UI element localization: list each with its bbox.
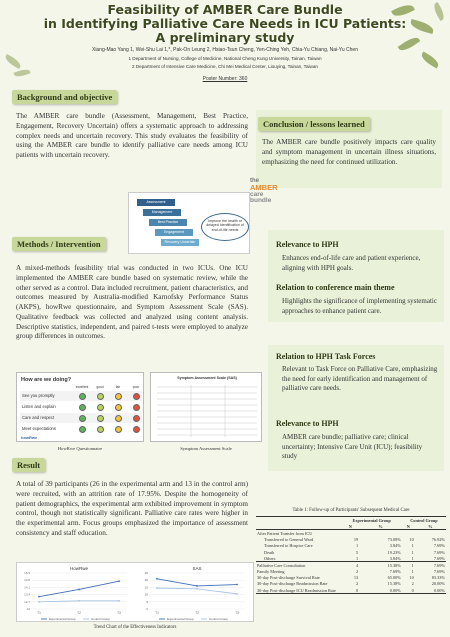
table-cell: 1 <box>355 555 359 561</box>
howrwe-column-label: fair <box>115 385 121 389</box>
smiley-face-icon[interactable] <box>133 415 140 422</box>
result-text: A total of 39 participants (26 in the experimental arm and 13 in the control arm) were recruited, with an attrition rate of 17.95%. Despite the homogeneity of patient demographics, the experimental arm exhibited improvement in symptom control, though not statistically significant. Palliative care rates were higher in the experimental arm. Focus groups emphasized the importance of assessment consistency and staff education. <box>16 480 248 537</box>
table-cell <box>402 530 415 537</box>
poster-number: Poster Number: 360 <box>202 76 248 82</box>
table-cell: 10 <box>409 575 414 581</box>
x-tick-label: T2 <box>77 611 81 615</box>
table-cell: 3.84% <box>389 543 401 549</box>
table-subheader: % <box>428 523 433 529</box>
table-cell: 73.08% <box>387 537 401 543</box>
table-cell: 1 <box>411 549 414 555</box>
y-tick-label: 14.8 <box>24 578 30 583</box>
trend-chart-frame <box>16 562 254 622</box>
amber-logo-the: the <box>250 178 259 184</box>
table-group-control: Control Group <box>410 517 438 523</box>
howrwe-row <box>20 413 142 423</box>
table-cell <box>342 530 360 537</box>
table-row-label: 30-day Post-discharge ICU Readmission Rate <box>257 587 336 593</box>
table-cell: 1 <box>355 543 359 549</box>
relevance-heading-1: Relevance to HPH <box>276 240 339 249</box>
table-cell: 4 <box>355 562 359 568</box>
smiley-face-icon[interactable] <box>97 404 104 411</box>
followup-table <box>256 516 446 594</box>
poster-title-line2: in Identifying Palliative Care Needs in ICU Patients: <box>43 16 407 31</box>
y-tick-label: 14.1 <box>24 585 30 590</box>
table-cell: 83.33% <box>431 575 445 581</box>
diagram-step: Management <box>143 209 181 216</box>
y-tick-label: 0 <box>146 607 148 611</box>
y-tick-label: 13.4 <box>24 592 30 597</box>
table-cell: 7.69% <box>433 555 445 561</box>
smiley-face-icon[interactable] <box>97 426 104 433</box>
table-cell: 20.00% <box>431 581 445 587</box>
data-point <box>196 588 198 590</box>
diagram-step: Engagement <box>155 229 193 236</box>
table-row <box>256 587 446 594</box>
data-point <box>196 585 198 587</box>
table-cell: 1 <box>411 569 414 575</box>
data-point <box>156 587 158 589</box>
table-cell: 3.84% <box>389 555 401 561</box>
table-cell <box>415 530 446 537</box>
background-heading: Background and objective <box>12 90 117 104</box>
table-cell: 2 <box>355 569 359 575</box>
howrwe-column-label: good <box>96 385 104 389</box>
amber-logo-care: care <box>250 190 264 198</box>
table-row-label: Others <box>264 555 276 561</box>
smiley-face-icon[interactable] <box>133 404 140 411</box>
x-tick-label: T1 <box>155 611 159 615</box>
diagram-step: Recovery Uncertain <box>161 239 199 246</box>
smiley-face-icon[interactable] <box>79 393 86 400</box>
table-row <box>256 555 446 562</box>
table-row-label: Transferred to Hospice Care <box>264 543 313 549</box>
howrwe-column-label: excellent <box>75 385 89 389</box>
relevance-heading-4: Relevance to HPH <box>276 419 339 428</box>
table-caption: Table 1: Follow-up of Participants' Subsequent Medical Care <box>292 508 410 513</box>
legend-label: Control Group <box>209 617 228 622</box>
howrwe-row-label: Listen and explain <box>22 404 56 409</box>
y-tick-label: 15 <box>144 585 148 590</box>
x-tick-label: T1 <box>37 611 41 615</box>
methods-text: A mixed-methods feasibility trial was conducted in two ICUs. One ICU implemented the AMBER care bundle based on systematic review, while the other served as a control. Data included recruitment, patient characteristics, and outcomes measured by Australia-modified Karnofsky Performance Status (AKPS), howRwe questionnaire, and Symptom Assessment Scale (SAS). Qualitative feedback was collected and analyzed using content analysis. Descriptive statistics, independent, and paired t-tests were employed to analyze group differences in outcomes. <box>16 264 248 341</box>
chart-title: HowRwe <box>69 566 89 571</box>
table-row-label: 30-day Post-discharge Survival Rate <box>257 575 320 581</box>
table-cell: 19 <box>353 537 359 543</box>
table-subheader: N <box>406 523 410 529</box>
legend-label: Experimental Group <box>49 617 76 622</box>
smiley-face-icon[interactable] <box>115 393 122 400</box>
y-tick-label: 5 <box>146 599 148 604</box>
table-cell: 76.92% <box>431 537 445 543</box>
data-point <box>78 600 80 602</box>
table-body <box>256 530 446 594</box>
series-line <box>157 579 237 586</box>
table-cell: 65.00% <box>387 575 401 581</box>
smiley-face-icon[interactable] <box>115 415 122 422</box>
relevance-text-4: AMBER care bundle; palliative care; clinical uncertainty; Intensive Care Unit (ICU); feasibility study <box>282 433 423 461</box>
smiley-face-icon[interactable] <box>115 426 122 433</box>
x-tick-label: T3 <box>235 611 239 615</box>
relevance-text-2: Highlights the significance of implementing systematic approaches to enhance patient care. <box>282 297 437 315</box>
poster-title-line3: A preliminary study <box>155 30 295 45</box>
table-cell <box>359 530 402 537</box>
table-cell: 13 <box>353 575 359 581</box>
affiliation-2: 2 Department of Intensive Care Medicine, Chi Mei Medical Center, Liouying, Tainan, Taiwan <box>132 64 318 69</box>
table-row-label: 30-day Post-discharge Readmission Rate <box>257 581 328 587</box>
table-cell: 2 <box>355 581 359 587</box>
table-row <box>256 562 446 569</box>
table-cell: 0.00% <box>433 587 445 593</box>
amber-diagram <box>128 192 250 254</box>
data-point <box>118 600 120 602</box>
table-cell: 0.00% <box>389 587 401 593</box>
howrwe-row-label: See you promptly <box>22 393 55 398</box>
sas-image <box>150 372 262 442</box>
legend-label: Control Group <box>91 617 110 622</box>
howrwe-column-label: poor <box>132 385 140 389</box>
relevance-text-1: Enhances end-of-life care and patient experience, aligning with HPH goals. <box>282 254 421 272</box>
table-cell: 1 <box>411 543 414 549</box>
table-cell: 15.38% <box>387 581 401 587</box>
y-tick-label: 10 <box>144 592 148 597</box>
methods-heading: Methods / Intervention <box>12 237 106 251</box>
y-tick-label: 25 <box>144 571 148 575</box>
data-point <box>236 584 238 586</box>
smiley-face-icon[interactable] <box>79 415 86 422</box>
table-row-label: Palliative Care Consultation <box>257 562 306 568</box>
table-subheader: % <box>378 523 383 529</box>
y-tick-label: 12 <box>26 607 30 611</box>
table-cell: 7.69% <box>433 549 445 555</box>
relevance-heading-3: Relation to HPH Task Forces <box>276 352 376 361</box>
table-row-label: Family Meeting <box>257 569 285 575</box>
data-point <box>38 601 40 603</box>
x-tick-label: T3 <box>117 611 121 615</box>
amber-logo <box>250 178 276 205</box>
howrwe-questionnaire-image <box>16 372 144 442</box>
smiley-face-icon[interactable] <box>97 393 104 400</box>
howrwe-brand: howRwe <box>21 435 38 440</box>
conclusion-text: The AMBER care bundle positively impacts care quality and symptom management in uncertain illness situations, emphasizing the need for continued utilization. <box>262 138 436 166</box>
table-cell: 7.69% <box>433 569 445 575</box>
conclusion-heading: Conclusion / lessons learned <box>258 117 370 131</box>
howrwe-title: How are we doing? <box>21 377 72 383</box>
data-point <box>236 593 238 595</box>
table-cell: 5 <box>355 549 359 555</box>
result-heading: Result <box>12 458 45 472</box>
legend-label: Experimental Group <box>167 617 194 622</box>
smiley-face-icon[interactable] <box>115 404 122 411</box>
table-row-label: Transferred to General Ward <box>264 537 314 543</box>
table-cell: 15.38% <box>387 562 401 568</box>
data-point <box>118 580 120 582</box>
smiley-face-icon[interactable] <box>79 426 86 433</box>
followup-table-wrap <box>256 516 446 594</box>
smiley-face-icon[interactable] <box>133 426 140 433</box>
table-cell: 7.69% <box>433 543 445 549</box>
howrwe-row <box>20 402 142 412</box>
relevance-heading-2: Relation to conference main theme <box>276 283 395 292</box>
table-cell: 7.69% <box>433 562 445 568</box>
table-subheader: N <box>348 523 352 529</box>
data-point <box>38 596 40 598</box>
data-point <box>156 578 158 580</box>
table-cell: 1 <box>411 555 414 561</box>
howrwe-row <box>20 391 142 401</box>
y-tick-label: 15.5 <box>24 571 30 575</box>
diagram-step: Best Practice <box>149 219 187 226</box>
howrwe-row-label: Care and respect <box>22 415 55 420</box>
table-cell: 2 <box>411 581 414 587</box>
table-cell: 10 <box>409 537 414 543</box>
table-cell: 0 <box>411 587 414 593</box>
table-cell: 7.69% <box>389 569 401 575</box>
table-cell: 19.23% <box>387 549 401 555</box>
diagram-bubble: Improve the health or delayed identification of end-of-life needs <box>201 213 249 241</box>
table-cell: 1 <box>411 562 414 568</box>
table-row <box>256 530 446 537</box>
chart-title: SAS <box>192 566 202 571</box>
amber-logo-amber: AMBER <box>250 183 278 192</box>
diagram-step: Assessment <box>137 199 175 206</box>
y-tick-label: 12.7 <box>24 599 30 604</box>
authors: Xiang-Mao Yang 1, Wei-Shu Lai 1,*, Pak-On Leung 2, Hsiao-Tsun Cheng, Yen-Ching Yeh, Chia-Yu Chiang, Nai-Yu Chen <box>91 47 358 53</box>
trend-caption: Trend Chart of the Effectiveness Indicators <box>93 625 177 630</box>
smiley-face-icon[interactable] <box>133 393 140 400</box>
sas-title: Symptom Assessment Scale (SAS) <box>177 376 237 380</box>
data-point <box>78 589 80 591</box>
sas-caption: Symptom Assessment Scale <box>180 446 232 451</box>
howrwe-row <box>20 424 142 434</box>
howrwe-caption: HowRwe Questionnaire <box>57 446 103 451</box>
smiley-face-icon[interactable] <box>97 415 104 422</box>
sas-form-sketch <box>155 383 259 439</box>
table-cell: 0 <box>355 587 359 593</box>
y-tick-label: 20 <box>144 578 148 583</box>
affiliation-1: 1 Department of Nursing, College of Medicine, National Cheng Kung University, Tainan, Taiwan <box>128 56 322 61</box>
howrwe-row-label: Meet expectations <box>22 426 56 431</box>
x-tick-label: T2 <box>195 611 199 615</box>
poster-title-line1: Feasibility of AMBER Care Bundle <box>107 2 343 17</box>
table-row-label: After Patient Transfer from ICU <box>257 530 313 536</box>
relevance-text-3: Relevant to Task Force on Palliative Care, emphasizing the need for early identification and management of palliative care needs. <box>282 365 438 393</box>
smiley-face-icon[interactable] <box>79 404 86 411</box>
amber-logo-bundle: bundle <box>250 197 272 204</box>
table-group-experimental: Experimental Group <box>352 517 391 523</box>
background-text: The AMBER care bundle (Assessment, Management, Best Practice, Engagement, Recovery Uncertain) offers a systematic approach to addressing complex needs and uncertain recovery. This study evaluates the feasibility of using the AMBER care bundle to identify palliative care needs among ICU patients with uncertain recovery. <box>16 112 248 160</box>
table-row-label: Death <box>264 549 275 555</box>
trend-chart <box>17 563 255 623</box>
